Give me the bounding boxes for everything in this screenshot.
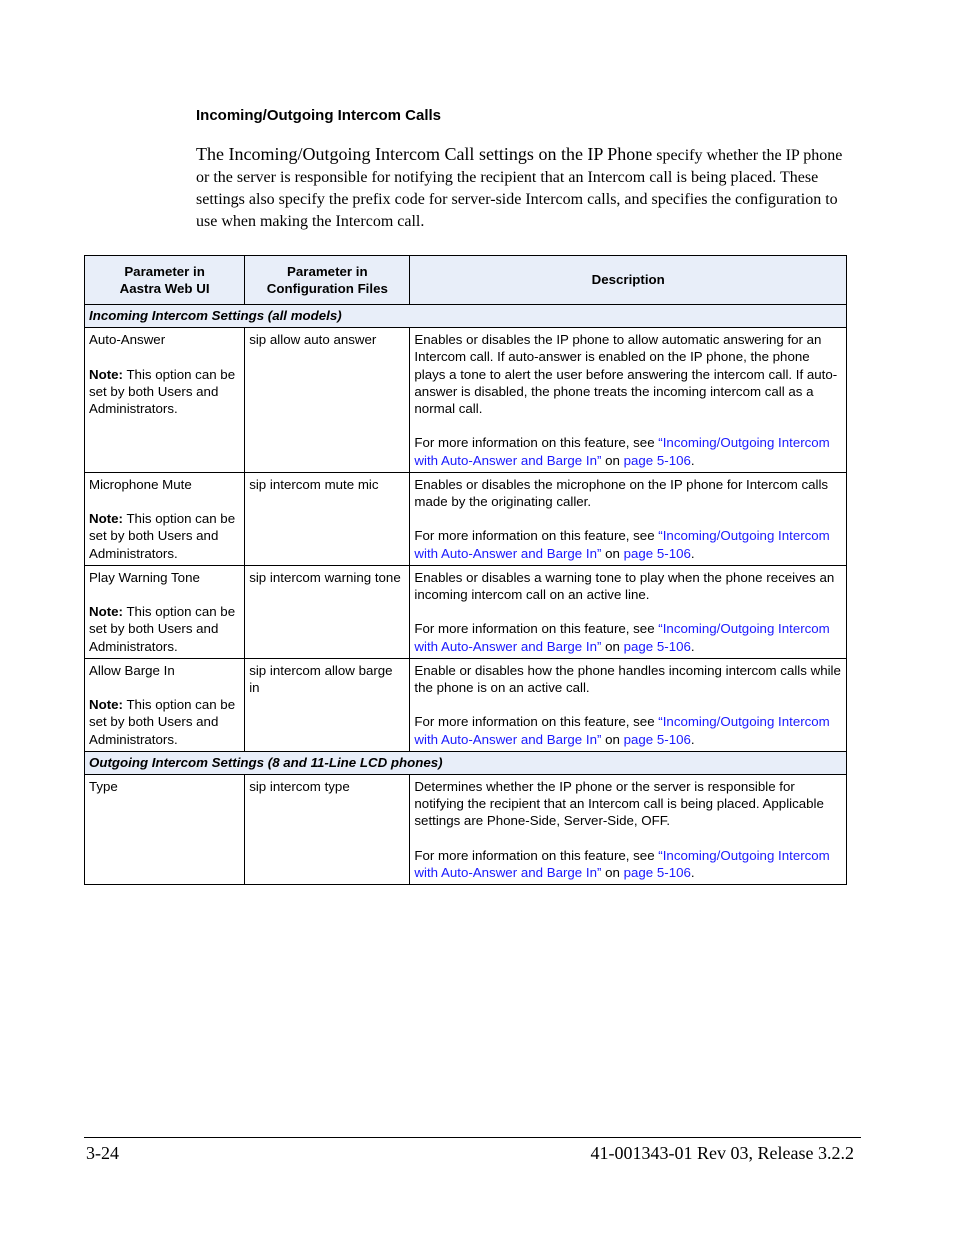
config-param: sip intercom allow barge in — [245, 658, 410, 751]
description-cell — [410, 328, 847, 473]
more-info-end: . — [690, 638, 695, 654]
section-row — [85, 751, 847, 774]
description-text: Enable or disables how the phone handles incoming intercom calls while the phone is on an active call. — [414, 662, 841, 696]
description-cell — [410, 472, 847, 565]
header-description: Description — [410, 256, 847, 305]
table-row — [85, 775, 847, 885]
table-header-row — [85, 256, 847, 305]
page-reference-link[interactable]: page 5-106 — [623, 452, 691, 468]
note-text: This option can be set by both Users and Administrators. — [89, 604, 236, 654]
note — [89, 697, 235, 746]
more-info-end: . — [690, 865, 695, 881]
more-info-on: on — [601, 731, 624, 747]
cross-reference-link[interactable]: “Incoming/Outgoing Intercom with Auto-Answer and Barge In” — [414, 435, 830, 468]
parameter-table — [84, 255, 847, 885]
description-cell — [410, 658, 847, 751]
config-param: sip intercom warning tone — [245, 565, 410, 658]
web-ui-cell — [85, 565, 245, 658]
more-info — [414, 621, 829, 653]
page-reference-link[interactable]: page 5-106 — [623, 731, 691, 747]
note-text: This option can be set by both Users and Administrators. — [89, 366, 236, 416]
section-heading: Incoming/Outgoing Intercom Calls — [196, 107, 442, 124]
header-config-files — [245, 256, 410, 305]
intro-rest: specify whether the IP phone or the server is responsible for notifying the recipient that an Intercom call is being placed. These settings also specify the prefix code for server-side Intercom calls, and specifies the configuration to use when making the Intercom call. — [196, 147, 843, 230]
web-ui-param: Microphone Mute — [89, 476, 192, 492]
page-reference-link[interactable]: page 5-106 — [623, 545, 691, 561]
web-ui-param: Play Warning Tone — [89, 569, 200, 585]
section-title: Outgoing Intercom Settings (8 and 11-Line LCD phones) — [85, 751, 847, 774]
note-text: This option can be set by both Users and Administrators. — [89, 697, 236, 747]
header-web-ui-line1: Parameter in — [124, 263, 205, 279]
description-text: Enables or disables the microphone on the IP phone for Intercom calls made by the originating caller. — [414, 476, 829, 510]
more-info-prefix: For more information on this feature, see — [414, 847, 659, 863]
more-info-prefix: For more information on this feature, see — [414, 435, 659, 451]
page-number: 3-24 — [86, 1143, 119, 1163]
description-cell — [410, 565, 847, 658]
more-info-end: . — [690, 731, 695, 747]
note — [89, 604, 235, 653]
description-cell — [410, 775, 847, 885]
web-ui-cell — [85, 472, 245, 565]
header-web-ui-line2: Aastra Web UI — [119, 281, 210, 296]
more-info — [414, 848, 829, 880]
more-info-on: on — [601, 638, 624, 654]
note — [89, 511, 235, 560]
footer-rule — [84, 1137, 861, 1138]
table-row — [85, 565, 847, 658]
header-config-line1: Parameter in — [287, 263, 368, 279]
more-info-end: . — [690, 452, 695, 468]
web-ui-cell — [85, 658, 245, 751]
intro-lead: The Incoming/Outgoing Intercom Call settings on the IP Phone — [196, 144, 653, 164]
note-label: Note: — [89, 366, 123, 382]
section-row — [85, 305, 847, 328]
cross-reference-link[interactable]: “Incoming/Outgoing Intercom with Auto-Answer and Barge In” — [414, 714, 830, 747]
more-info — [414, 714, 829, 746]
more-info-on: on — [601, 452, 624, 468]
more-info-end: . — [690, 545, 695, 561]
config-param: sip intercom type — [245, 775, 410, 885]
more-info-prefix: For more information on this feature, see — [414, 714, 659, 730]
web-ui-param: Allow Barge In — [89, 662, 175, 678]
note — [89, 367, 235, 416]
description-text: Determines whether the IP phone or the server is responsible for notifying the recipient that an Intercom call is being placed. Applicable settings are Phone-Side, Server-Side, OFF. — [414, 779, 824, 829]
web-ui-param: Type — [85, 775, 245, 885]
intro-paragraph — [196, 143, 848, 233]
section-title: Incoming Intercom Settings (all models) — [85, 305, 847, 328]
page-reference-link[interactable]: page 5-106 — [623, 865, 691, 881]
table-row — [85, 658, 847, 751]
more-info — [414, 435, 829, 467]
cross-reference-link[interactable]: “Incoming/Outgoing Intercom with Auto-Answer and Barge In” — [414, 621, 830, 654]
header-web-ui — [85, 256, 245, 305]
more-info-prefix: For more information on this feature, see — [414, 621, 659, 637]
config-param: sip intercom mute mic — [245, 472, 410, 565]
web-ui-param: Auto-Answer — [89, 332, 166, 348]
document-id: 41-001343-01 Rev 03, Release 3.2.2 — [590, 1143, 854, 1163]
more-info-on: on — [601, 865, 624, 881]
note-label: Note: — [89, 511, 123, 527]
note-label: Note: — [89, 604, 123, 620]
description-text: Enables or disables the IP phone to allow automatic answering for an Intercom call. If auto-answer is enabled on the IP phone, the phone plays a tone to alert the user before answering the intercom call. If auto-answer is disabled, the phone treats the incoming intercom call as a normal call. — [414, 332, 838, 417]
note-text: This option can be set by both Users and Administrators. — [89, 511, 236, 561]
cross-reference-link[interactable]: “Incoming/Outgoing Intercom with Auto-Answer and Barge In” — [414, 847, 830, 881]
config-param: sip allow auto answer — [245, 328, 410, 473]
note-label: Note: — [89, 697, 123, 713]
more-info-prefix: For more information on this feature, see — [414, 528, 659, 544]
web-ui-cell — [85, 328, 245, 473]
page-reference-link[interactable]: page 5-106 — [623, 638, 691, 654]
table-row — [85, 472, 847, 565]
header-config-line2: Configuration Files — [266, 281, 388, 296]
description-text: Enables or disables a warning tone to play when the phone receives an incoming intercom call on an active line. — [414, 569, 835, 603]
table-row — [85, 328, 847, 473]
more-info — [414, 528, 829, 560]
more-info-on: on — [601, 545, 624, 561]
cross-reference-link[interactable]: “Incoming/Outgoing Intercom with Auto-Answer and Barge In” — [414, 528, 830, 561]
